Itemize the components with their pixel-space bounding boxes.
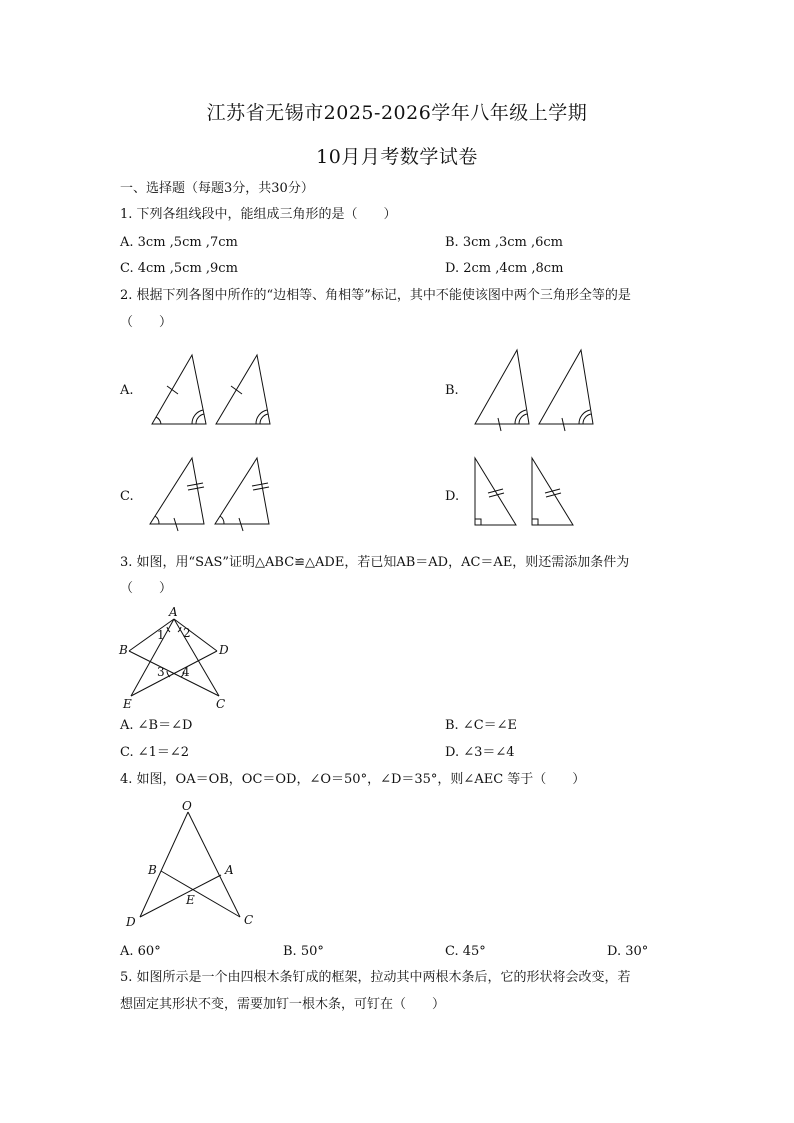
- point-label-a: A: [225, 863, 234, 877]
- q2-figure-a: [140, 350, 280, 430]
- point-label-a: A: [169, 605, 178, 619]
- angle-arc: [196, 414, 204, 424]
- point-label-o: O: [182, 799, 192, 813]
- triangle-shape: [475, 350, 529, 424]
- segment-da: [140, 875, 221, 917]
- q2-figure-b: [465, 345, 605, 430]
- point-label-c: C: [216, 697, 226, 711]
- angle-label-4: 4: [182, 665, 190, 679]
- q1-option-d: D. 2cm ,4cm ,8cm: [445, 261, 564, 276]
- q1-option-c: C. 4cm ,5cm ,9cm: [120, 261, 238, 276]
- point-label-d: D: [126, 915, 136, 929]
- tick-mark: [231, 386, 242, 394]
- angle-label-3: 3: [157, 665, 165, 679]
- tick-mark: [188, 487, 204, 490]
- q1-option-a: A. 3cm ,5cm ,7cm: [120, 235, 238, 250]
- q3-option-a: A. ∠B＝∠D: [120, 718, 193, 733]
- q2-label-a: A.: [120, 383, 134, 398]
- angle-label-2: 2: [183, 626, 191, 640]
- triangle-shape: [216, 355, 270, 424]
- q2-stem-line2: （ ）: [120, 315, 173, 330]
- q3-option-c: C. ∠1＝∠2: [120, 745, 190, 760]
- q3-option-b: B. ∠C＝∠E: [445, 718, 518, 733]
- q3-stem-line2: （ ）: [120, 581, 173, 596]
- angle-arc: [220, 516, 224, 524]
- triangle-shape: [215, 458, 269, 524]
- angle-arc: [260, 414, 268, 424]
- q4-option-c: C. 45°: [445, 944, 486, 959]
- q4-figure: [120, 798, 265, 933]
- q4-option-b: B. 50°: [283, 944, 324, 959]
- q4-option-a: A. 60°: [120, 944, 161, 959]
- exam-title-line2: 10月月考数学试卷: [316, 146, 478, 168]
- q2-label-b: B.: [445, 383, 459, 398]
- q5-stem-line2: 想固定其形状不变，需要加钉一根木条，可钉在（ ）: [120, 997, 446, 1012]
- angle-arc: [519, 414, 527, 424]
- tick-mark: [187, 483, 203, 486]
- angle-arc: [167, 671, 170, 677]
- angle-arc: [256, 410, 267, 424]
- angle-arc: [155, 516, 159, 524]
- q3-stem-line1: 3. 如图，用“SAS”证明△ABC≌△ADE，若已知AB＝AD，AC＝AE，则还需添加条件为: [120, 555, 630, 570]
- point-label-b: B: [119, 643, 128, 657]
- triangle-shape: [152, 355, 206, 424]
- q3-figure: [115, 605, 240, 710]
- q1-option-b: B. 3cm ,3cm ,6cm: [445, 235, 563, 250]
- point-label-b: B: [148, 863, 157, 877]
- point-label-c: C: [244, 913, 254, 927]
- point-label-e: E: [186, 893, 195, 907]
- q2-label-d: D.: [445, 489, 460, 504]
- right-angle-mark: [475, 519, 481, 525]
- angle-label-1: 1: [157, 628, 165, 642]
- point-label-d: D: [219, 643, 229, 657]
- angle-arc: [583, 414, 591, 424]
- q4-stem: 4. 如图，OA＝OB，OC＝OD，∠O＝50°，∠D＝35°，则∠AEC 等于（ ）: [120, 772, 586, 787]
- q2-figure-d: [470, 455, 590, 530]
- tick-mark: [253, 487, 269, 490]
- q4-option-d: D. 30°: [607, 944, 649, 959]
- tick-mark: [167, 386, 178, 394]
- segment-ab: [129, 619, 174, 651]
- angle-arc: [156, 417, 161, 424]
- segment-ad: [174, 619, 217, 651]
- angle-arc: [515, 410, 526, 424]
- q1-stem: 1. 下列各组线段中，能组成三角形的是（ ）: [120, 207, 397, 222]
- q2-stem-line1: 2. 根据下列各图中所作的“边相等、角相等”标记，其中不能使该图中两个三角形全等的是: [120, 288, 631, 303]
- triangle-shape: [539, 350, 593, 424]
- q2-figure-c: [140, 455, 280, 540]
- triangle-shape: [150, 458, 204, 524]
- exam-title-line1: 江苏省无锡市2025-2026学年八年级上学期: [206, 102, 588, 124]
- section-heading: 一、选择题（每题3分，共30分）: [120, 181, 314, 196]
- angle-arc: [192, 410, 203, 424]
- tick-mark: [252, 483, 268, 486]
- right-angle-mark: [532, 519, 538, 525]
- q5-stem-line1: 5. 如图所示是一个由四根木条钉成的框架，拉动其中两根木条后，它的形状将会改变，若: [120, 970, 631, 985]
- angle-arc: [579, 410, 590, 424]
- point-label-e: E: [123, 697, 132, 711]
- q2-label-c: C.: [120, 489, 134, 504]
- q3-option-d: D. ∠3＝∠4: [445, 745, 515, 760]
